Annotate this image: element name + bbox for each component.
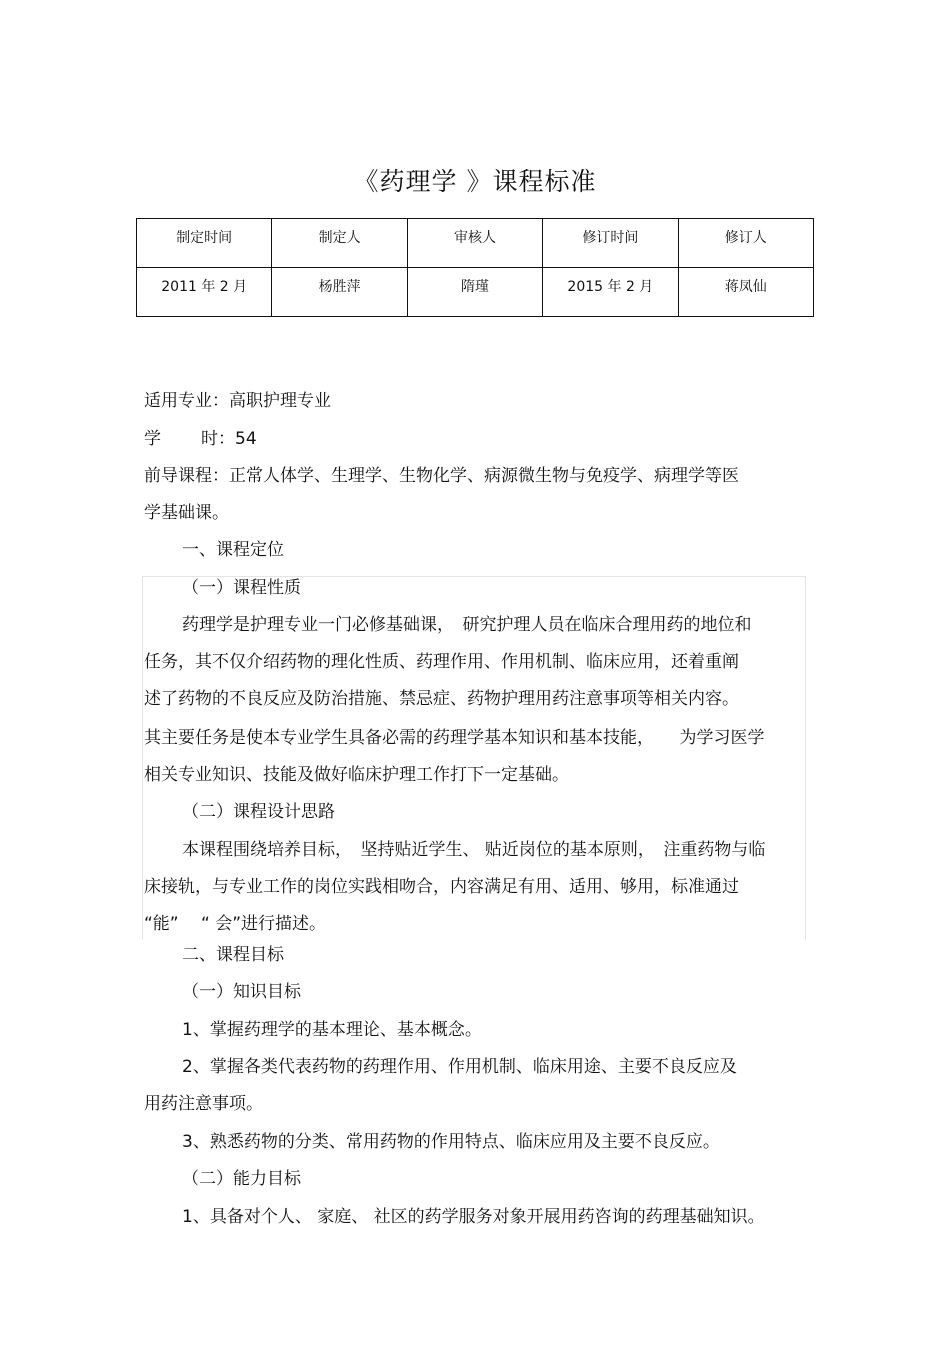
knowledge-item-1: 1、掌握药理学的基本理论、基本概念。 [182, 1020, 482, 1040]
header-revised-date: 修订时间 [543, 219, 678, 268]
major-line: 适用专业：高职护理专业 [144, 391, 331, 411]
cell-author: 杨胜萍 [272, 268, 407, 317]
cell-created-date: 2011 年 2 月 [137, 268, 272, 317]
knowledge-item-3: 3、熟悉药物的分类、常用药物的作用特点、临床应用及主要不良反应。 [182, 1132, 720, 1152]
header-author: 制定人 [272, 219, 407, 268]
section2-sub2: （二）能力目标 [182, 1169, 301, 1189]
prereq-line-2: 学基础课。 [144, 503, 229, 523]
header-reviewer: 审核人 [407, 219, 542, 268]
header-reviser: 修订人 [678, 219, 813, 268]
header-created-date: 制定时间 [137, 219, 272, 268]
section1-heading: 一、课程定位 [182, 540, 284, 560]
hours-line [144, 428, 257, 450]
para1-line-3: 述了药物的不良反应及防治措施、禁忌症、药物护理用药注意事项等相关内容。 [144, 689, 739, 709]
para2-line-1: 本课程围绕培养目标， 坚持贴近学生、 贴近岗位的基本原则， 注重药物与临 [182, 840, 766, 860]
para1-line-4: 其主要任务是使本专业学生具备必需的药理学基本知识和基本技能， 为学习医学 [144, 728, 765, 748]
section2-heading: 二、课程目标 [182, 945, 284, 965]
para1-line-5: 相关专业知识、技能及做好临床护理工作打下一定基础。 [144, 765, 569, 785]
para1-line-2: 任务，其不仅介绍药物的理化性质、药理作用、作用机制、临床应用，还着重阐 [144, 652, 739, 672]
ability-item-1: 1、具备对个人、 家庭、 社区的药学服务对象开展用药咨询的药理基础知识。 [182, 1207, 765, 1227]
cell-reviser: 蒋凤仙 [678, 268, 813, 317]
revision-table [136, 218, 814, 317]
hours-label-suffix: 时： [201, 429, 235, 449]
table-row [137, 268, 814, 317]
prereq-line-1: 前导课程：正常人体学、生理学、生物化学、病源微生物与免疫学、病理学等医 [144, 466, 739, 486]
page-title: 《药理学 》课程标准 [353, 167, 597, 196]
section1-sub2: （二）课程设计思路 [182, 802, 335, 822]
cell-reviewer: 隋瑾 [407, 268, 542, 317]
hours-label: 学 [144, 429, 161, 449]
section2-sub1: （一）知识目标 [182, 982, 301, 1002]
para1-line-1: 药理学是护理专业一门必修基础课， 研究护理人员在临床合理用药的地位和 [182, 615, 752, 635]
knowledge-item-2-line-1: 2、掌握各类代表药物的药理作用、作用机制、临床用途、主要不良反应及 [182, 1057, 737, 1077]
cell-revised-date: 2015 年 2 月 [543, 268, 678, 317]
knowledge-item-2-line-2: 用药注意事项。 [144, 1094, 263, 1114]
section1-sub1: （一）课程性质 [182, 578, 301, 598]
para2-line-2: 床接轨，与专业工作的岗位实践相吻合，内容满足有用、适用、够用，标准通过 [144, 877, 739, 897]
table-header-row [137, 219, 814, 268]
para2-line-3: “能” “ 会”进行描述。 [144, 914, 327, 934]
hours-value: 54 [235, 429, 257, 449]
